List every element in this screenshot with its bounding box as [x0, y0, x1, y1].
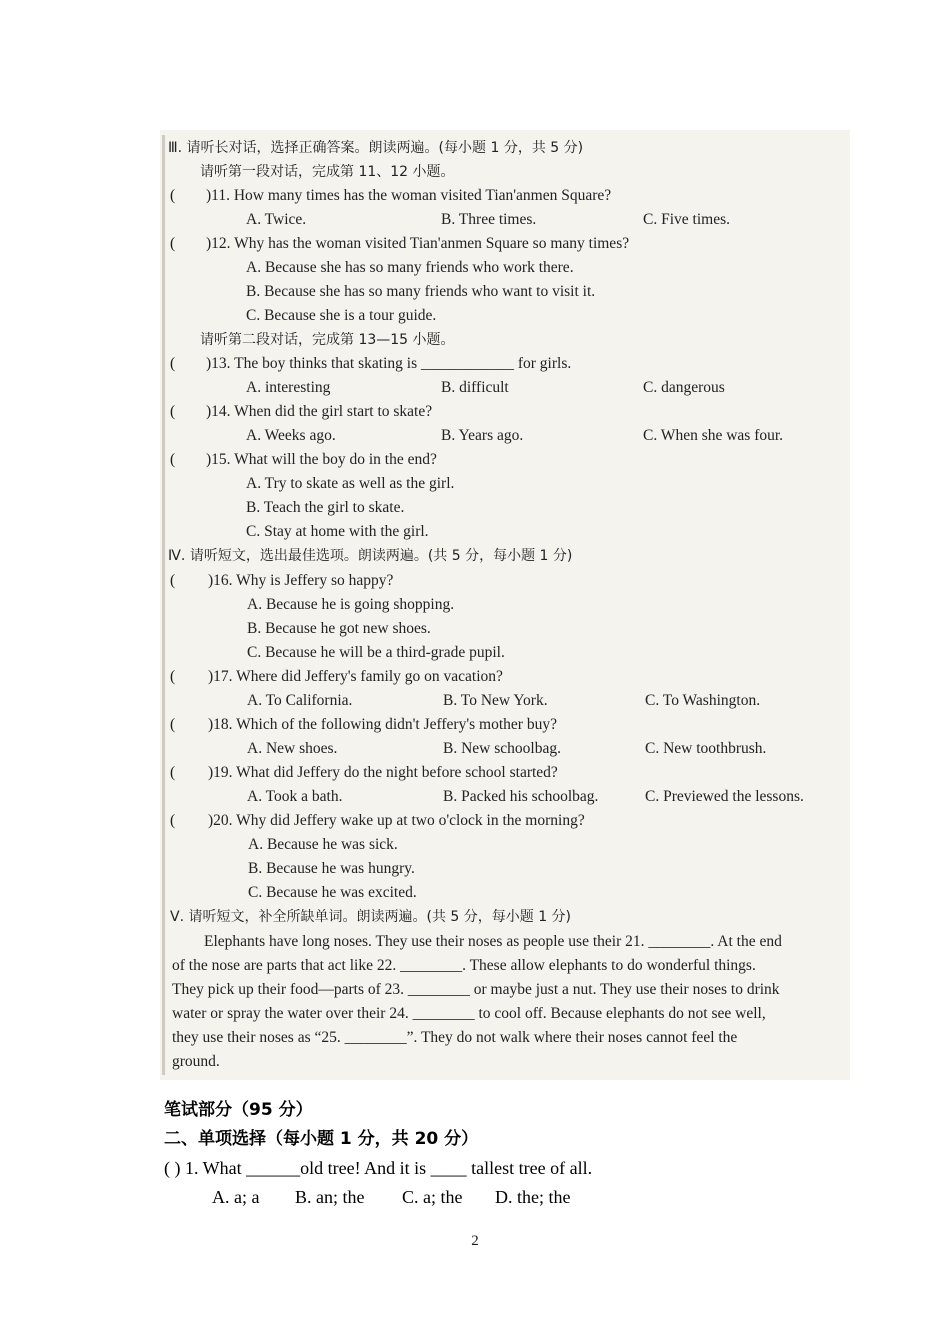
q19-option-b: B. Packed his schoolbag. [443, 788, 599, 805]
passage-line-3: They pick up their food—parts of 23. ________ or maybe just a nut. They use their noses to drink [172, 981, 780, 998]
question-11: )11. How many times has the woman visited Tian'anmen Square? [206, 187, 612, 204]
passage-line-5: they use their noses as “25. ________”. They do not walk where their noses cannot feel the [172, 1029, 738, 1046]
q16-option-c: C. Because he will be a third-grade pupil. [247, 644, 505, 661]
q16-option-a: A. Because he is going shopping. [247, 596, 455, 613]
q12-option-c: C. Because she is a tour guide. [246, 307, 437, 324]
q15-option-c: C. Stay at home with the girl. [246, 523, 429, 540]
wq1-option-a: A. a; a [212, 1187, 260, 1207]
q14-option-b: B. Years ago. [441, 427, 524, 444]
q18-option-c: C. New toothbrush. [645, 740, 767, 757]
answer-paren-16[interactable]: ( [170, 572, 176, 589]
answer-paren-19[interactable]: ( [170, 764, 176, 781]
q17-option-b: B. To New York. [443, 692, 548, 709]
q20-option-a: A. Because he was sick. [248, 836, 398, 853]
passage-line-2: of the nose are parts that act like 22. ________. These allow elephants to do wonderful things. [172, 957, 756, 974]
dialog-2-instruction: 请听第二段对话，完成第 13—15 小题。 [200, 332, 455, 348]
q16-option-b: B. Because he got new shoes. [247, 620, 431, 637]
answer-paren-11[interactable]: ( [170, 187, 176, 204]
q19-option-a: A. Took a bath. [247, 788, 343, 805]
written-part-title: 笔试部分（95 分） [164, 1100, 313, 1120]
answer-paren-18[interactable]: ( [170, 716, 176, 733]
q14-option-a: A. Weeks ago. [246, 427, 336, 444]
answer-paren-17[interactable]: ( [170, 668, 176, 685]
question-17: )17. Where did Jeffery's family go on vacation? [208, 668, 503, 685]
passage-line-1: Elephants have long noses. They use their noses as people use their 21. ________. At the end [204, 933, 782, 950]
question-19: )19. What did Jeffery do the night before school started? [208, 764, 558, 781]
question-14: )14. When did the girl start to skate? [206, 403, 433, 420]
wq1-option-c: C. a; the [402, 1187, 463, 1207]
wq1-option-b: B. an; the [295, 1187, 365, 1207]
q18-option-a: A. New shoes. [247, 740, 338, 757]
passage-line-6: ground. [172, 1053, 220, 1070]
question-15: )15. What will the boy do in the end? [206, 451, 437, 468]
q20-option-b: B. Because he was hungry. [248, 860, 415, 877]
answer-paren-14[interactable]: ( [170, 403, 176, 420]
answer-paren-13[interactable]: ( [170, 355, 176, 372]
q15-option-b: B. Teach the girl to skate. [246, 499, 405, 516]
q11-option-b: B. Three times. [441, 211, 537, 228]
section-5-heading: Ⅴ. 请听短文，补全所缺单词。朗读两遍。(共 5 分，每小题 1 分) [170, 909, 572, 925]
answer-paren-20[interactable]: ( [170, 812, 176, 829]
question-13: )13. The boy thinks that skating is ____________ for girls. [206, 355, 572, 372]
question-16: )16. Why is Jeffery so happy? [208, 572, 394, 589]
q17-option-c: C. To Washington. [645, 692, 761, 709]
q12-option-b: B. Because she has so many friends who want to visit it. [246, 283, 596, 300]
wq1-option-d: D. the; the [495, 1187, 571, 1207]
question-20: )20. Why did Jeffery wake up at two o'clock in the morning? [208, 812, 585, 829]
q17-option-a: A. To California. [247, 692, 353, 709]
q13-option-c: C. dangerous [643, 379, 725, 396]
q15-option-a: A. Try to skate as well as the girl. [246, 475, 455, 492]
dialog-1-instruction: 请听第一段对话，完成第 11、12 小题。 [200, 164, 455, 180]
q13-option-a: A. interesting [246, 379, 331, 396]
written-question-1: ( ) 1. What ______old tree! And it is ____ tallest tree of all. [164, 1158, 593, 1178]
q20-option-c: C. Because he was excited. [248, 884, 417, 901]
single-choice-title: 二、单项选择（每小题 1 分，共 20 分） [164, 1129, 479, 1149]
scan-edge-shadow [162, 135, 165, 1075]
section-4-heading: Ⅳ. 请听短文，选出最佳选项。朗读两遍。(共 5 分，每小题 1 分) [168, 548, 573, 564]
question-18: )18. Which of the following didn't Jeffery's mother buy? [208, 716, 557, 733]
page-number: 2 [471, 1233, 479, 1249]
q13-option-b: B. difficult [441, 379, 509, 396]
answer-paren-15[interactable]: ( [170, 451, 176, 468]
q11-option-c: C. Five times. [643, 211, 730, 228]
question-12: )12. Why has the woman visited Tian'anmen Square so many times? [206, 235, 630, 252]
section-3-heading: Ⅲ. 请听长对话，选择正确答案。朗读两遍。(每小题 1 分，共 5 分) [168, 140, 584, 156]
passage-line-4: water or spray the water over their 24. ________ to cool off. Because elephants do not see well, [172, 1005, 766, 1022]
q12-option-a: A. Because she has so many friends who work there. [246, 259, 574, 276]
q14-option-c: C. When she was four. [643, 427, 784, 444]
answer-paren-12[interactable]: ( [170, 235, 176, 252]
q19-option-c: C. Previewed the lessons. [645, 788, 804, 805]
q11-option-a: A. Twice. [246, 211, 307, 228]
q18-option-b: B. New schoolbag. [443, 740, 561, 757]
